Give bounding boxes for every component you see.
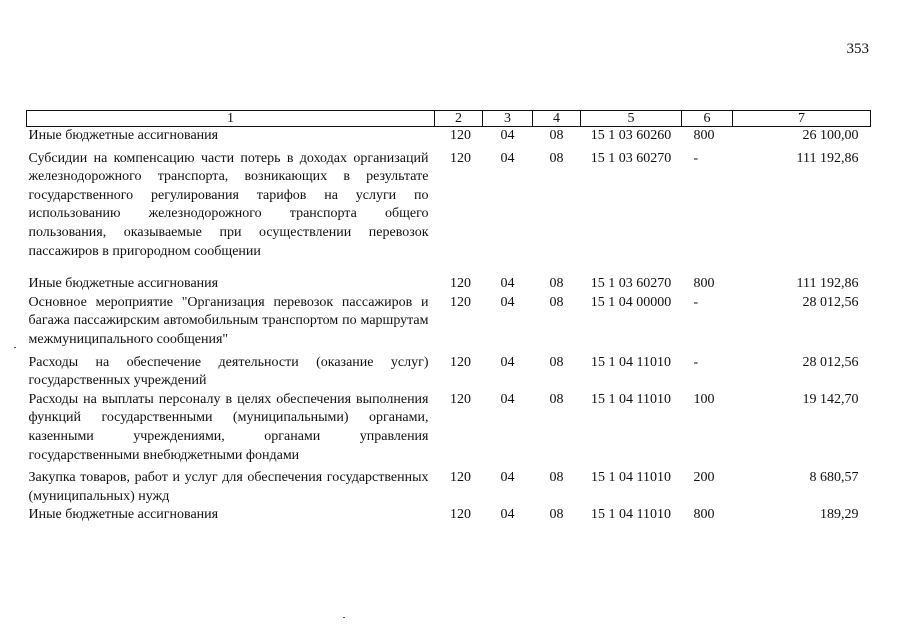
row-subsection: 08 (549, 294, 564, 310)
row-ministry-code: 120 (450, 150, 471, 166)
row-expense-type: 100 (693, 391, 715, 407)
row-section: 04 (500, 276, 515, 292)
header-col-6: 6 (682, 111, 733, 127)
scan-speck (343, 617, 345, 618)
row-expense-type: - (693, 354, 699, 370)
row-amount: 28 012,56 (802, 354, 859, 370)
header-col-5: 5 (581, 111, 682, 127)
row-section: 04 (500, 507, 515, 523)
row-name: Расходы на обеспечение деятельности (оказание услуг) государственных учреждений (28, 354, 429, 389)
column-number-header (27, 111, 871, 127)
header-col-2: 2 (435, 111, 483, 127)
row-section: 04 (500, 354, 515, 370)
row-expense-type: 800 (693, 276, 715, 292)
row-name: Иные бюджетные ассигнования (28, 128, 219, 143)
table-row (27, 506, 871, 525)
row-subsection: 08 (549, 470, 564, 486)
table-row (27, 391, 871, 465)
row-ministry-code: 120 (450, 276, 471, 292)
row-name: Иные бюджетные ассигнования (28, 507, 219, 523)
table-row (27, 127, 871, 146)
row-amount: 111 192,86 (796, 276, 859, 292)
row-ministry-code: 120 (450, 391, 471, 407)
row-target-article: 15 1 04 11010 (591, 391, 671, 407)
row-ministry-code: 120 (450, 294, 471, 310)
row-expense-type: 800 (693, 507, 715, 523)
row-amount: 189,29 (820, 507, 859, 523)
row-subsection: 08 (549, 354, 564, 370)
row-expense-type: - (693, 294, 699, 310)
row-section: 04 (500, 150, 515, 166)
row-section: 04 (500, 128, 515, 143)
row-section: 04 (500, 294, 515, 310)
row-target-article: 15 1 04 11010 (591, 507, 671, 523)
row-name: Иные бюджетные ассигнования (28, 276, 219, 292)
row-amount: 111 192,86 (796, 150, 859, 166)
row-target-article: 15 1 04 00000 (590, 294, 672, 310)
row-subsection: 08 (549, 276, 564, 292)
row-subsection: 08 (549, 507, 564, 523)
row-expense-type: 800 (693, 128, 715, 143)
table-row (27, 150, 871, 262)
row-target-article: 15 1 04 11010 (591, 354, 671, 370)
row-name: Расходы на выплаты персоналу в целях обеспечения выполнения функций государственными (муниципальными) органами, казенными учреждениями, органами управления государственными внебюджетными фондами (28, 391, 429, 463)
row-amount: 19 142,70 (802, 391, 859, 407)
header-col-7: 7 (733, 111, 871, 127)
row-ministry-code: 120 (450, 128, 471, 143)
header-col-1: 1 (27, 111, 435, 127)
row-subsection: 08 (549, 128, 564, 143)
page-number: 353 (846, 41, 869, 57)
table-row (27, 294, 871, 350)
row-section: 04 (500, 470, 515, 486)
row-target-article: 15 1 03 60270 (590, 150, 672, 166)
row-expense-type: - (693, 150, 699, 166)
row-target-article: 15 1 03 60270 (590, 276, 672, 292)
table-row (27, 275, 871, 294)
header-col-3: 3 (483, 111, 533, 127)
row-target-article: 15 1 04 11010 (591, 470, 671, 486)
row-subsection: 08 (549, 391, 564, 407)
table-row (27, 469, 871, 506)
row-ministry-code: 120 (450, 470, 471, 486)
row-section: 04 (500, 391, 515, 407)
row-target-article: 15 1 03 60260 (590, 128, 672, 143)
row-subsection: 08 (549, 150, 564, 166)
row-ministry-code: 120 (450, 354, 471, 370)
header-col-4: 4 (533, 111, 581, 127)
row-amount: 8 680,57 (809, 470, 859, 486)
row-amount: 26 100,00 (802, 128, 859, 143)
row-amount: 28 012,56 (802, 294, 859, 310)
table-row (27, 354, 871, 391)
scan-speck (14, 347, 16, 348)
row-ministry-code: 120 (450, 507, 471, 523)
row-name: Субсидии на компенсацию части потерь в доходах организаций железнодорожного транспорта, возникающих в результате государственного регулирования тарифов на услуги по использованию железнодорожного транспорта общего пользования, оказываемые при осуществлении перевозок пассажиров в пригородном сообщении (28, 150, 429, 259)
row-expense-type: 200 (693, 470, 715, 486)
budget-table (26, 110, 871, 525)
row-name: Закупка товаров, работ и услуг для обеспечения государственных (муниципальных) нужд (28, 470, 429, 504)
row-name: Основное мероприятие "Организация перевозок пассажиров и багажа пассажирским автомобильным транспортом по маршрутам межмуниципального сообщения" (28, 294, 429, 347)
